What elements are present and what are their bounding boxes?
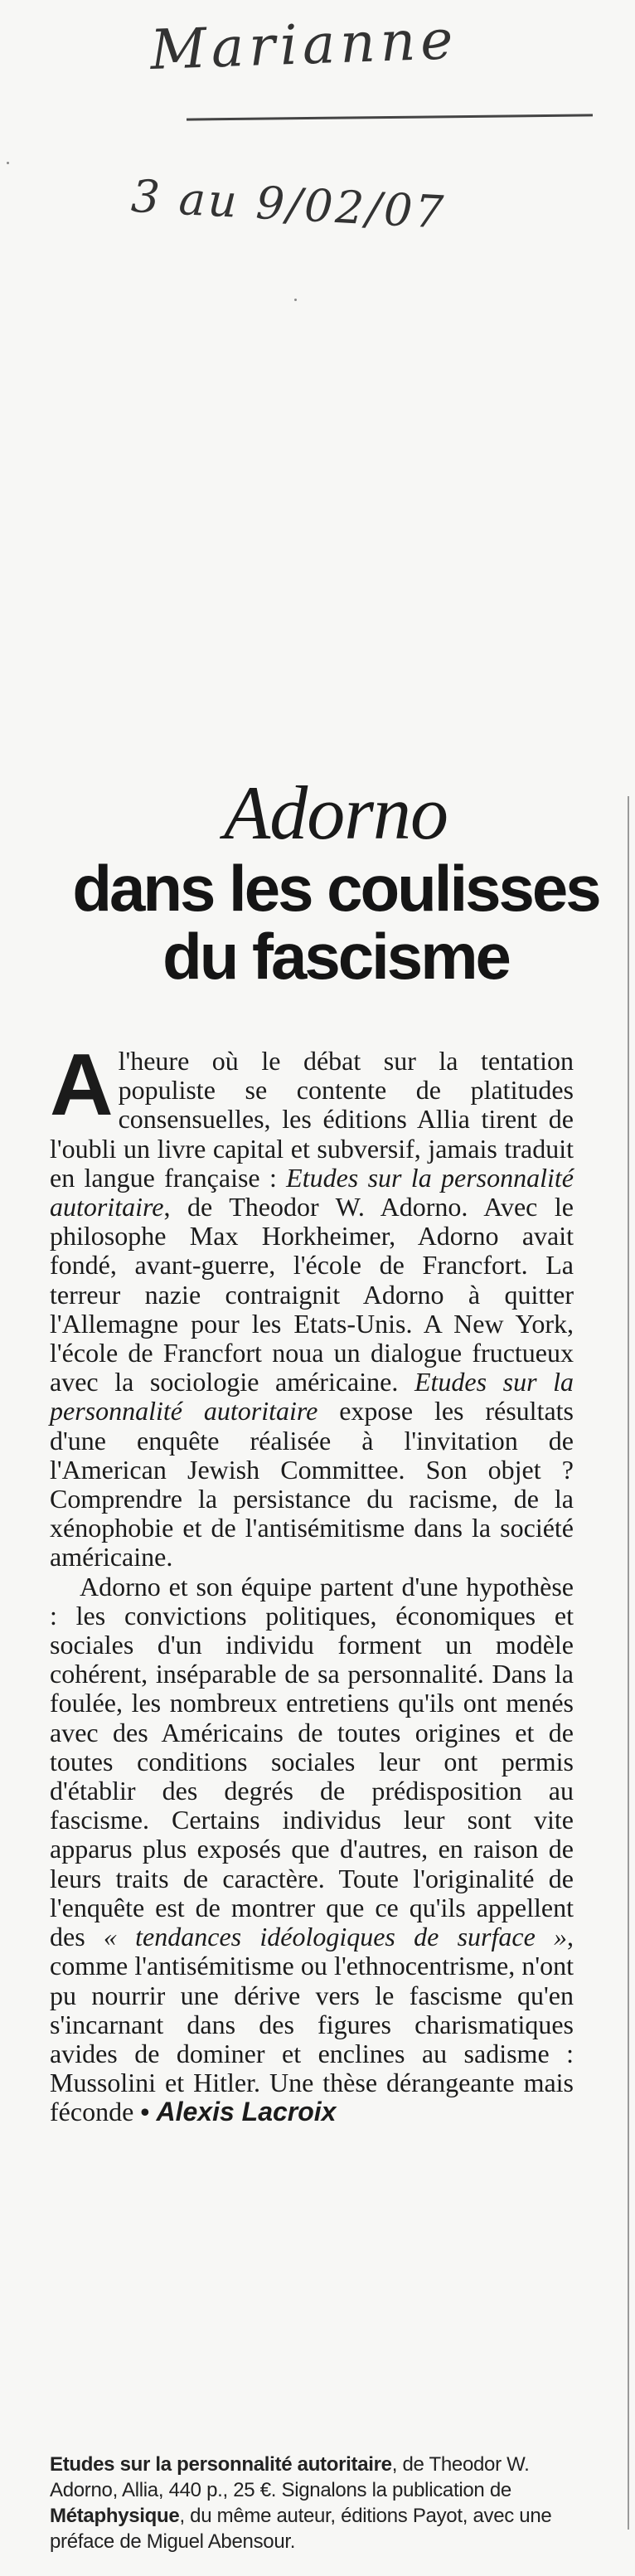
- byline-bullet: •: [140, 2097, 150, 2127]
- author-byline: Alexis Lacroix: [156, 2097, 337, 2127]
- book-reference-text-2: , du même auteur, éditions Payot, avec une préface de Miguel Abensour.: [50, 2505, 552, 2553]
- book-reference-title-2: Métaphysique: [50, 2505, 180, 2527]
- book-title: Etudes sur la personnalité autoritaire: [50, 1162, 574, 1222]
- headline-line-2: du fascisme: [162, 920, 509, 993]
- paragraph-text: Adorno et son équipe partent d'une hypothèse : les convictions politiques, économiques et sociales d'un individu forment un modèle cohérent, inséparable de sa personnalité. Dans la foulée, les nombreux entretiens qu'ils ont menés avec des Américains de toutes origines et de toutes conditions sociales leur ont permis d'établir des degrés de prédisposition au fascisme. Certains individus leur sont vite apparus plus exposés que d'autres, en raison de leurs traits de caractère. Toute l'originalité de l'enquête est de montrer que ce qu'ils appellent des: [50, 1571, 574, 1952]
- paragraph-text: expose les résultats d'une enquête réalisée à l'invitation de l'American Jewish Committee. Son objet ? Comprendre la persistance du racisme, de la xénophobie et de l'antisémitisme dans la société américaine.: [50, 1396, 574, 1572]
- book-reference-title: Etudes sur la personnalité autoritaire: [50, 2453, 392, 2476]
- paragraph-text: l'heure où le débat sur la tentation populiste se contente de platitudes consensuelles, les éditions Allia tirent de l'oubli un livre capital et subversif, jamais traduit en langue française :: [50, 1046, 574, 1193]
- book-reference: [50, 2452, 574, 2554]
- clipping-edge: [628, 796, 629, 2530]
- headline-kicker: Adorno: [224, 770, 448, 855]
- paragraph-text: , comme l'antisémitisme ou l'ethnocentrisme, n'ont pu nourrir une dérive vers le fascisme qu'en s'incarnant dans des figures charismatiques avides de dominer et enclines au sadisme : Mussolini et Hitler. Une thèse dérangeante mais féconde: [50, 1922, 574, 2127]
- book-title: Etudes sur la personnalité autoritaire: [50, 1367, 574, 1427]
- headline-line-1: dans les coulisses: [72, 852, 599, 925]
- handwritten-date: 3 au 9/02/07: [129, 170, 448, 239]
- paragraph-1: [50, 1036, 574, 1572]
- paragraph-2: [50, 1572, 574, 2127]
- article-body: [50, 1036, 574, 2127]
- scan-speck: [294, 299, 297, 301]
- scan-speck: [7, 162, 9, 164]
- quoted-phrase: « tendances idéologiques de surface »: [103, 1922, 568, 1952]
- handwritten-publication-name: Marianne: [149, 7, 459, 82]
- handwritten-underline: [187, 114, 593, 120]
- drop-cap: A: [50, 1036, 114, 1134]
- book-reference-text: , de Theodor W. Adorno, Allia, 440 p., 25 €. Signalons la publication de: [50, 2453, 530, 2501]
- article-headline: [50, 770, 622, 993]
- paragraph-text: , de Theodor W. Adorno. Avec le philosophe Max Horkheimer, Adorno avait fondé, avant-guerre, l'école de Francfort. La terreur nazie contraignit Adorno à quitter l'Allemagne pour les Etats-Unis. A New York, l'école de Francfort noua un dialogue fructueux avec la sociologie américaine.: [50, 1192, 574, 1397]
